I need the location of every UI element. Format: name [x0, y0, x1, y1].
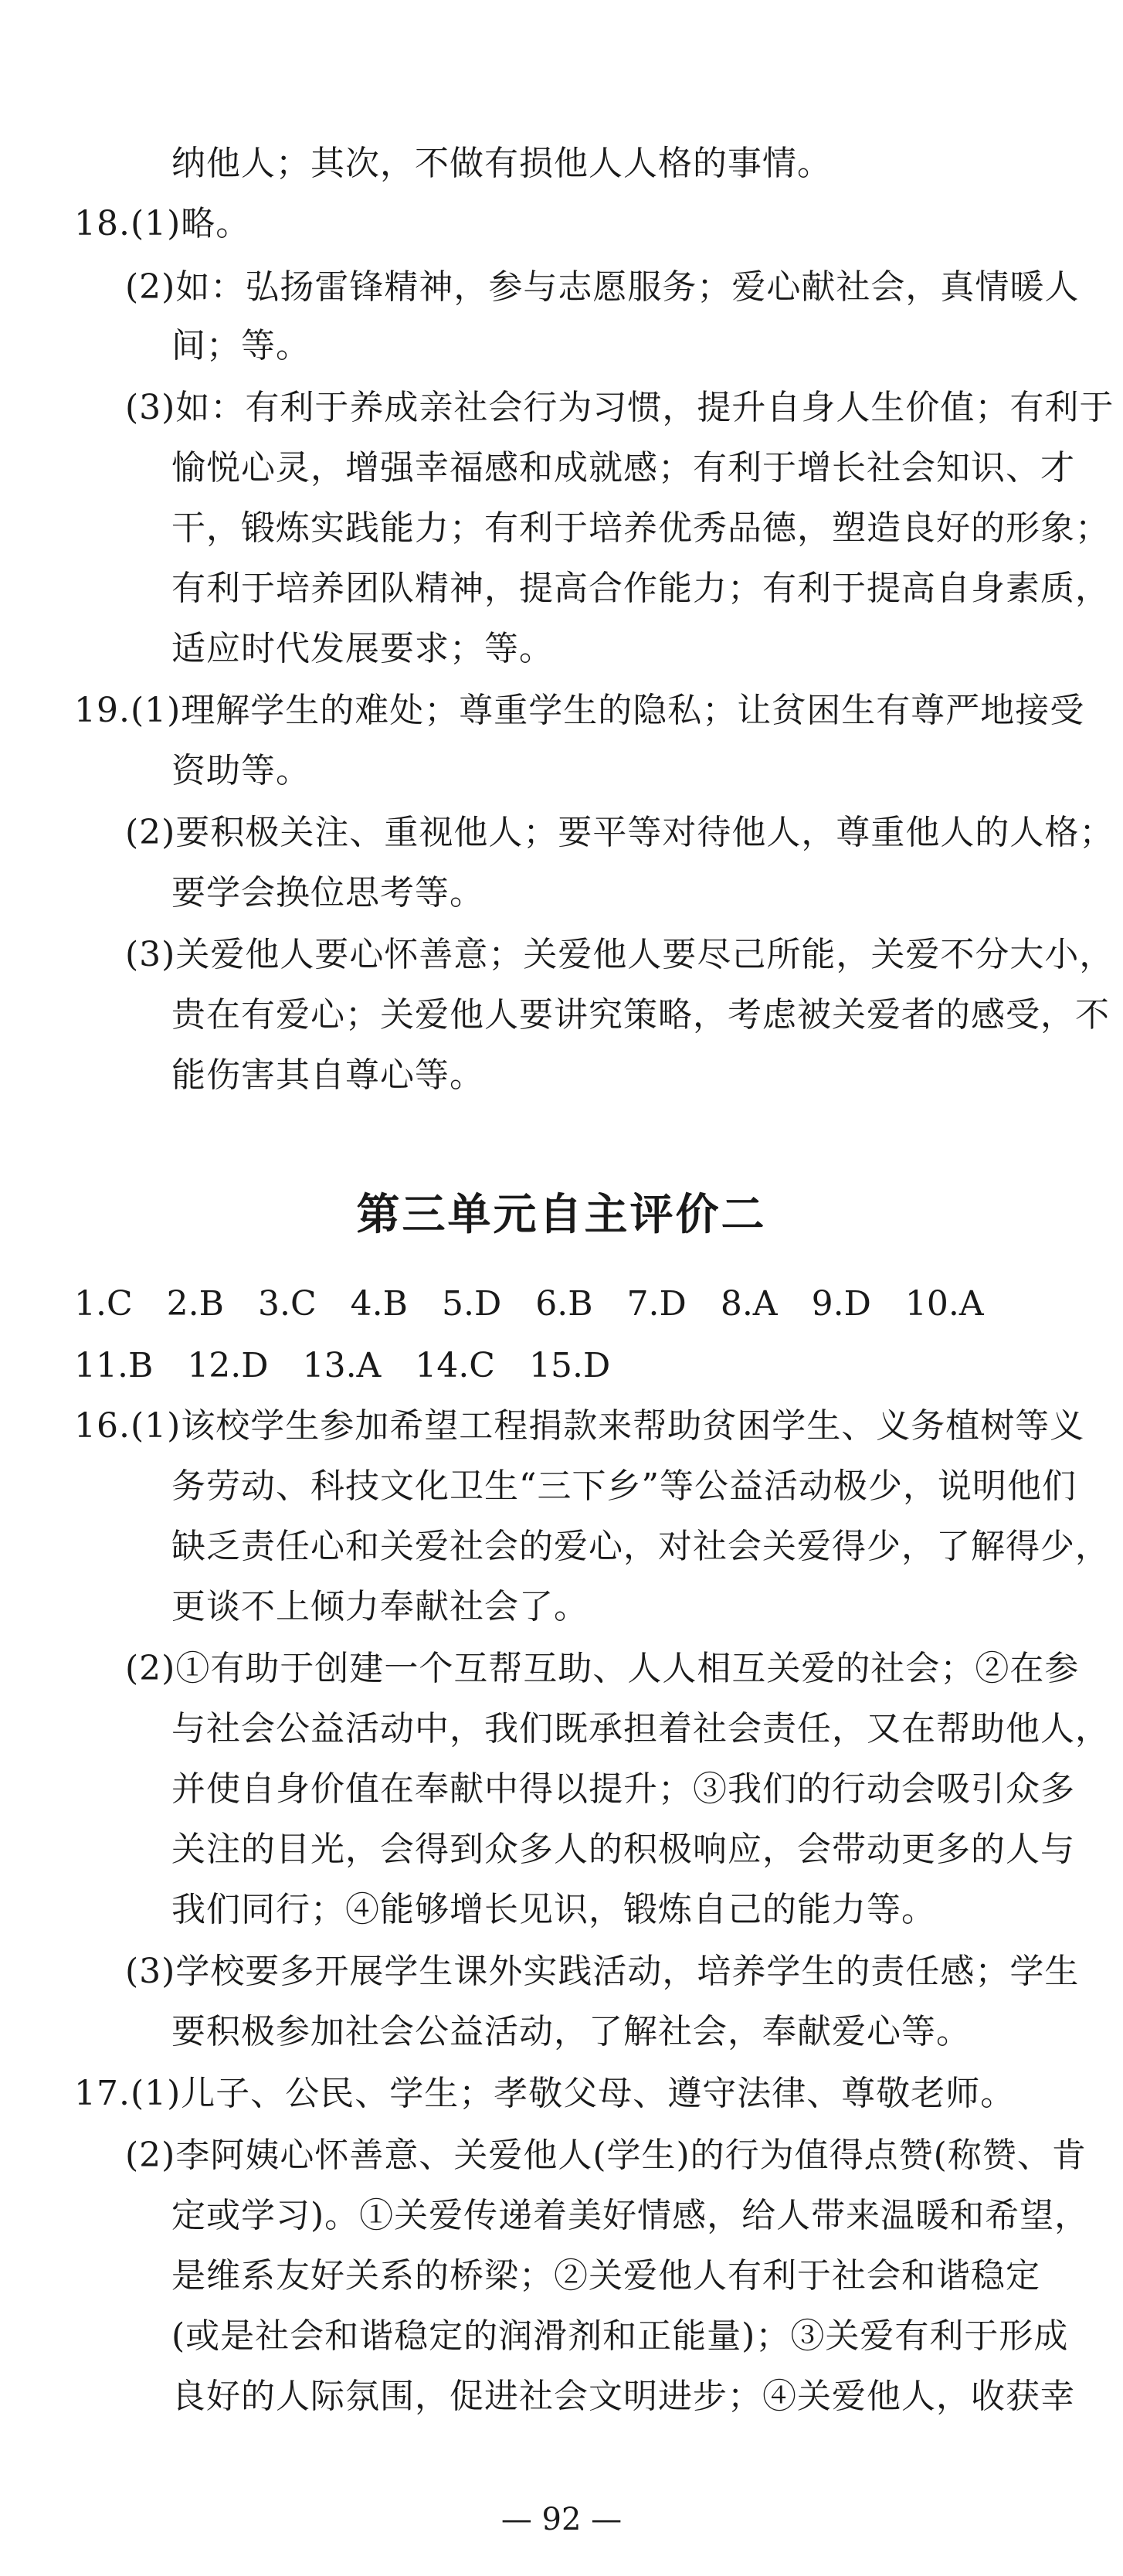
- answer-line: 愉悦心灵，增强幸福感和成就感；有利于增长社会知识、才: [171, 448, 1075, 488]
- question-19: [74, 689, 1084, 732]
- choice-answer: 7.D: [626, 1284, 687, 1324]
- answer-line: (3)如：有利于养成亲社会行为习惯，提升自身人生价值；有利于: [125, 388, 1115, 427]
- answer-text: (1)儿子、公民、学生；孝敬父母、遵守法律、尊敬老师。: [130, 2074, 1016, 2113]
- answer-line: (3)关爱他人要心怀善意；关爱他人要尽己所能，关爱不分大小，: [125, 935, 1115, 974]
- choice-answer: 1.C: [74, 1284, 133, 1324]
- answer-line: 并使自身价值在奉献中得以提升；③我们的行动会吸引众多: [171, 1769, 1075, 1809]
- continuation-line: 纳他人；其次，不做有损他人人格的事情。: [171, 144, 832, 183]
- choice-answer: 12.D: [187, 1346, 269, 1385]
- choice-answer: 3.C: [257, 1284, 317, 1324]
- answer-line: 资助等。: [171, 751, 310, 790]
- answer-line: 要积极参加社会公益活动，了解社会，奉献爱心等。: [171, 2012, 971, 2051]
- answer-line: 我们同行；④能够增长见识，锻炼自己的能力等。: [171, 1890, 936, 1929]
- answer-text: (1)理解学生的难处；尊重学生的隐私；让贫困生有尊严地接受: [130, 691, 1085, 730]
- answer-text: (1)略。: [130, 204, 251, 243]
- answer-line: (2)如：弘扬雷锋精神，参与志愿服务；爱心献社会，真情暖人: [125, 267, 1080, 307]
- answer-line: 有利于培养团队精神，提高合作能力；有利于提高自身素质，: [171, 569, 1110, 608]
- answer-line: 贵在有爱心；关爱他人要讲究策略，考虑被关爱者的感受，不: [171, 995, 1110, 1035]
- answer-line: (2)①有助于创建一个互帮互助、人人相互关爱的社会；②在参: [125, 1649, 1080, 1688]
- answer-line: 定或学习)。①关爱传递着美好情感，给人带来温暖和希望，: [171, 2196, 1090, 2235]
- choice-answer: 4.B: [350, 1284, 408, 1324]
- choice-answer: 10.A: [904, 1284, 984, 1324]
- choice-answer: 2.B: [166, 1284, 224, 1324]
- answer-line: 与社会公益活动中，我们既承担着社会责任，又在帮助他人，: [171, 1709, 1110, 1748]
- answer-line: 干，锻炼实践能力；有利于培养优秀品德，塑造良好的形象；: [171, 508, 1110, 548]
- choice-answer: 6.B: [535, 1284, 593, 1324]
- choice-answer: 14.C: [415, 1346, 495, 1385]
- question-18: [74, 202, 250, 246]
- answer-line: 缺乏责任心和关爱社会的爱心，对社会关爱得少，了解得少，: [171, 1527, 1110, 1566]
- choice-answer: 13.A: [302, 1346, 382, 1385]
- answer-line: (2)李阿姨心怀善意、关爱他人(学生)的行为值得点赞(称赞、肯: [125, 2136, 1087, 2175]
- choice-answer: 5.D: [441, 1284, 502, 1324]
- answer-key-row-2: [74, 1344, 633, 1388]
- choice-answer: 8.A: [720, 1284, 778, 1324]
- section-title: 第三单元自主评价二: [356, 1190, 767, 1240]
- answer-line: 能伤害其自尊心等。: [171, 1055, 484, 1095]
- answer-line: 关注的目光，会得到众多人的积极响应，会带动更多的人与: [171, 1830, 1075, 1869]
- answer-line: 务劳动、科技文化卫生“三下乡”等公益活动极少，说明他们: [171, 1466, 1077, 1506]
- choice-answer: 9.D: [811, 1284, 871, 1324]
- question-number: 18.: [74, 204, 131, 243]
- question-number: 17.: [74, 2074, 131, 2113]
- page-number: — 92 —: [500, 2502, 623, 2537]
- answer-line: 更谈不上倾力奉献社会了。: [171, 1587, 589, 1626]
- answer-line: 良好的人际氛围，促进社会文明进步；④关爱他人，收获幸: [171, 2377, 1075, 2416]
- answer-line: 间；等。: [171, 326, 310, 365]
- answer-line: 是维系友好关系的桥梁；②关爱他人有利于社会和谐稳定: [171, 2256, 1040, 2296]
- answer-line: (或是社会和谐稳定的润滑剂和正能量)；③关爱有利于形成: [171, 2316, 1069, 2356]
- answer-line: 要学会换位思考等。: [171, 873, 484, 912]
- answer-text: (1)该校学生参加希望工程捐款来帮助贫困学生、义务植树等义: [130, 1406, 1085, 1446]
- answer-line: (3)学校要多开展学生课外实践活动，培养学生的责任感；学生: [125, 1952, 1080, 1991]
- question-number: 16.: [74, 1406, 131, 1446]
- question-number: 19.: [74, 691, 131, 730]
- answer-line: (2)要积极关注、重视他人；要平等对待他人，尊重他人的人格；: [125, 813, 1115, 852]
- answer-key-row-1: [74, 1283, 1007, 1326]
- question-17: [74, 2072, 1015, 2116]
- choice-answer: 15.D: [528, 1346, 611, 1385]
- choice-answer: 11.B: [74, 1346, 154, 1385]
- answer-line: 适应时代发展要求；等。: [171, 629, 554, 668]
- question-16: [74, 1405, 1084, 1448]
